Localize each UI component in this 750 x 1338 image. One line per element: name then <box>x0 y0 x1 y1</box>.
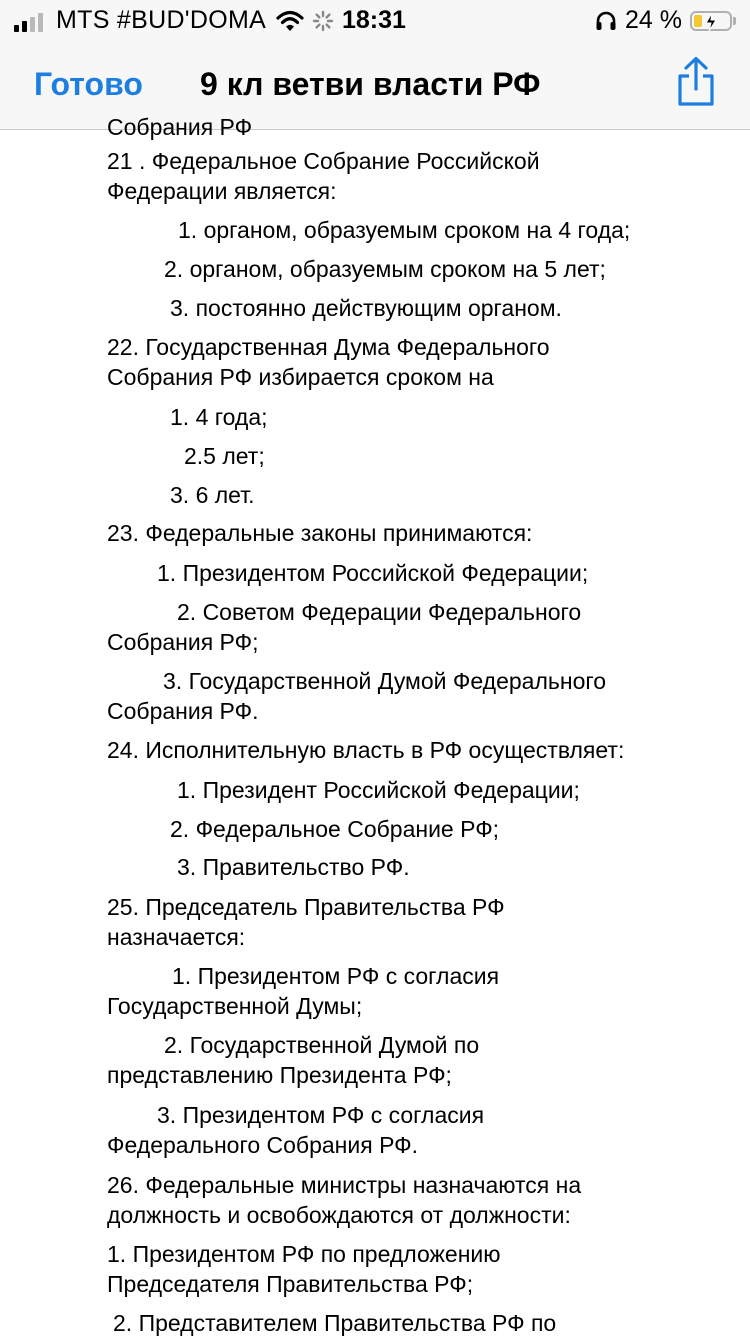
question-26-text: 26. Федеральные министры назначаются на <box>107 1172 582 1198</box>
status-left <box>14 6 334 35</box>
answer-23-2-cont: Собрания РФ; <box>107 629 259 655</box>
answer-23-2: 2. Советом Федерации Федерального <box>177 599 582 625</box>
document-view[interactable] <box>0 114 750 1336</box>
question-22-text-cont: Собрания РФ избирается сроком на <box>107 364 494 390</box>
status-bar <box>0 0 750 40</box>
answer-22-1: 1. 4 года; <box>170 404 268 430</box>
question-21-text: 21 . Федеральное Собрание Российской <box>107 148 540 174</box>
battery-percent: 24 % <box>625 6 682 34</box>
battery-cap <box>733 17 736 25</box>
answer-25-1-cont: Государственной Думы; <box>107 993 363 1019</box>
signal-strength-icon <box>14 10 46 32</box>
answer-22-3: 3. 6 лет. <box>170 482 255 508</box>
answer-25-2-cont: представлению Президента РФ; <box>107 1062 452 1088</box>
answer-21-3: 3. постоянно действующим органом. <box>170 295 562 321</box>
answer-22-2: 2.5 лет; <box>184 443 265 469</box>
answer-25-1: 1. Президентом РФ с согласия <box>172 963 500 989</box>
answer-26-1-cont: Председателя Правительства РФ; <box>107 1271 474 1297</box>
question-25-text: 25. Председатель Правительства РФ <box>107 894 505 920</box>
question-21-text-cont: Федерации является: <box>107 178 337 204</box>
share-icon[interactable] <box>674 56 718 108</box>
answer-24-1: 1. Президент Российской Федерации; <box>177 777 580 803</box>
answer-23-3-cont: Собрания РФ. <box>107 698 259 724</box>
answer-25-3: 3. Президентом РФ с согласия <box>157 1102 485 1128</box>
answer-21-2: 2. органом, образуемым сроком на 5 лет; <box>164 256 606 282</box>
battery-fill <box>694 15 702 27</box>
headphones-icon <box>595 11 617 31</box>
answer-25-2: 2. Государственной Думой по <box>164 1032 480 1058</box>
question-23-text: 23. Федеральные законы принимаются: <box>107 520 533 546</box>
question-24-text: 24. Исполнительную власть в РФ осуществляет: <box>107 737 625 763</box>
answer-23-3: 3. Государственной Думой Федерального <box>163 668 607 694</box>
status-time: 18:31 <box>342 6 406 34</box>
question-25-text-cont: назначается: <box>107 924 246 950</box>
wifi-icon <box>276 10 304 32</box>
question-22-text: 22. Государственная Дума Федерального <box>107 334 550 360</box>
answer-24-3: 3. Правительство РФ. <box>177 854 410 880</box>
answer-24-2: 2. Федеральное Собрание РФ; <box>170 816 500 842</box>
document-title: 9 кл ветви власти РФ <box>200 66 541 102</box>
question-26-text-cont: должность и освобождаются от должности: <box>107 1202 571 1228</box>
battery-icon <box>690 11 732 31</box>
answer-21-1: 1. органом, образуемым сроком на 4 года; <box>178 217 631 243</box>
carrier-name: MTS #BUD'DOMA <box>56 6 267 34</box>
cut-off-line: Собрания РФ <box>107 114 253 140</box>
answer-25-3-cont: Федерального Собрания РФ. <box>107 1132 419 1158</box>
charging-bolt-icon <box>704 12 718 32</box>
status-right <box>595 6 736 35</box>
done-button[interactable]: Готово <box>34 66 143 102</box>
answer-26-2: 2. Представителем Правительства РФ по <box>113 1310 557 1336</box>
answer-26-1: 1. Президентом РФ по предложению <box>107 1241 501 1267</box>
activity-spinner-icon <box>312 10 334 32</box>
answer-23-1: 1. Президентом Российской Федерации; <box>157 560 589 586</box>
